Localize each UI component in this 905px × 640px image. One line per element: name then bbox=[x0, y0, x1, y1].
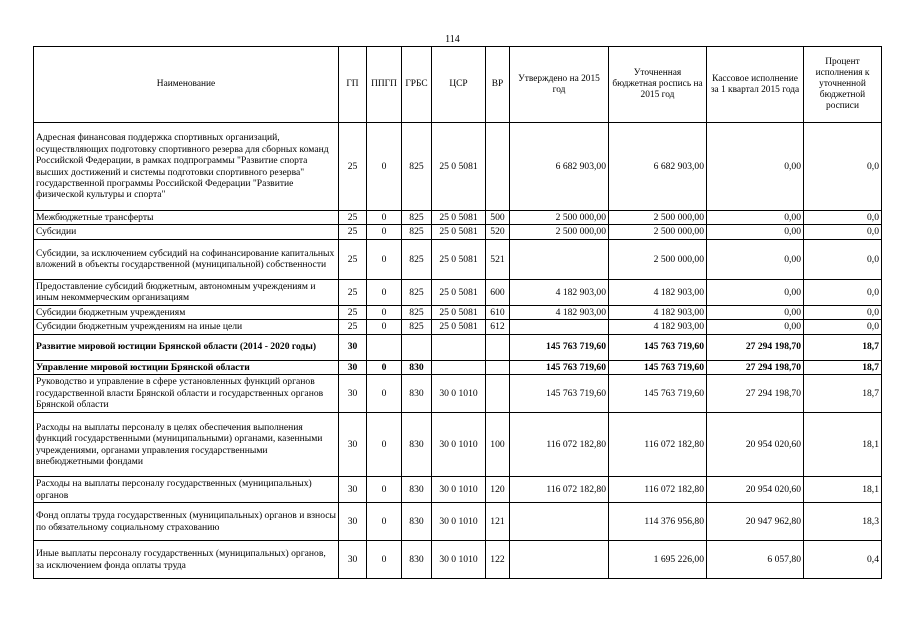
cell-refined: 145 763 719,60 bbox=[609, 375, 707, 413]
cell-ppgp: 0 bbox=[367, 239, 402, 279]
cell-vr: 520 bbox=[486, 225, 510, 239]
cell-refined: 145 763 719,60 bbox=[609, 334, 707, 360]
cell-percent: 18,7 bbox=[804, 360, 882, 374]
cell-name: Руководство и управление в сфере установленных функций органов государственной власти Брянской области и государственных органов Брянской области bbox=[34, 375, 339, 413]
cell-approved: 4 182 903,00 bbox=[510, 279, 609, 305]
header-csr: ЦСР bbox=[432, 47, 486, 123]
cell-gp: 25 bbox=[339, 320, 367, 334]
cell-ppgp: 0 bbox=[367, 305, 402, 319]
cell-csr: 30 0 1010 bbox=[432, 477, 486, 503]
cell-refined: 116 072 182,80 bbox=[609, 413, 707, 477]
cell-gp: 25 bbox=[339, 279, 367, 305]
cell-percent: 0,4 bbox=[804, 541, 882, 579]
cell-approved: 116 072 182,80 bbox=[510, 413, 609, 477]
cell-approved bbox=[510, 320, 609, 334]
cell-cash: 0,00 bbox=[707, 123, 804, 211]
cell-grbs: 830 bbox=[402, 541, 432, 579]
cell-approved bbox=[510, 541, 609, 579]
table-row bbox=[34, 225, 882, 239]
cell-name: Субсидии бюджетным учреждениям bbox=[34, 305, 339, 319]
cell-name: Развитие мировой юстиции Брянской области (2014 - 2020 годы) bbox=[34, 334, 339, 360]
cell-vr bbox=[486, 360, 510, 374]
table-row bbox=[34, 123, 882, 211]
cell-cash: 0,00 bbox=[707, 211, 804, 225]
cell-approved bbox=[510, 503, 609, 541]
cell-csr: 30 0 1010 bbox=[432, 541, 486, 579]
cell-cash: 20 947 962,80 bbox=[707, 503, 804, 541]
cell-name: Межбюджетные трансферты bbox=[34, 211, 339, 225]
cell-grbs: 830 bbox=[402, 503, 432, 541]
cell-cash: 6 057,80 bbox=[707, 541, 804, 579]
header-ppgp: ППГП bbox=[367, 47, 402, 123]
cell-ppgp: 0 bbox=[367, 123, 402, 211]
cell-name: Расходы на выплаты персоналу в целях обеспечения выполнения функций государственными (муниципальными) органами, казенными учреждениями, органами управления государственными внебюджетными фондами bbox=[34, 413, 339, 477]
cell-percent: 18,3 bbox=[804, 503, 882, 541]
cell-percent: 0,0 bbox=[804, 320, 882, 334]
cell-csr bbox=[432, 334, 486, 360]
cell-grbs bbox=[402, 334, 432, 360]
cell-percent: 18,1 bbox=[804, 413, 882, 477]
cell-cash: 0,00 bbox=[707, 305, 804, 319]
cell-percent: 0,0 bbox=[804, 305, 882, 319]
cell-vr bbox=[486, 375, 510, 413]
page-number: 114 bbox=[445, 34, 460, 45]
table-row bbox=[34, 360, 882, 374]
table-row bbox=[34, 320, 882, 334]
cell-csr: 25 0 5081 bbox=[432, 211, 486, 225]
cell-gp: 25 bbox=[339, 239, 367, 279]
header-name: Наименование bbox=[34, 47, 339, 123]
cell-ppgp: 0 bbox=[367, 360, 402, 374]
header-grbs: ГРБС bbox=[402, 47, 432, 123]
cell-approved: 145 763 719,60 bbox=[510, 334, 609, 360]
cell-vr: 100 bbox=[486, 413, 510, 477]
cell-gp: 30 bbox=[339, 334, 367, 360]
table-row bbox=[34, 239, 882, 279]
table-row bbox=[34, 413, 882, 477]
cell-approved: 145 763 719,60 bbox=[510, 360, 609, 374]
table-row bbox=[34, 305, 882, 319]
cell-grbs: 825 bbox=[402, 123, 432, 211]
cell-approved: 2 500 000,00 bbox=[510, 211, 609, 225]
header-approved: Утверждено на 2015 год bbox=[510, 47, 609, 123]
cell-grbs: 830 bbox=[402, 413, 432, 477]
cell-gp: 25 bbox=[339, 211, 367, 225]
table-row bbox=[34, 279, 882, 305]
cell-vr: 500 bbox=[486, 211, 510, 225]
cell-grbs: 825 bbox=[402, 239, 432, 279]
cell-grbs: 825 bbox=[402, 225, 432, 239]
header-vr: ВР bbox=[486, 47, 510, 123]
cell-gp: 30 bbox=[339, 360, 367, 374]
cell-name: Фонд оплаты труда государственных (муниципальных) органов и взносы по обязательному социальному страхованию bbox=[34, 503, 339, 541]
cell-csr: 25 0 5081 bbox=[432, 225, 486, 239]
cell-grbs: 830 bbox=[402, 360, 432, 374]
cell-csr bbox=[432, 360, 486, 374]
table-row bbox=[34, 211, 882, 225]
cell-name: Адресная финансовая поддержка спортивных организаций, осуществляющих подготовку спортивного резерва для сборных команд Российской Федерации, в рамках подпрограммы "Развитие спорта высших достижений и системы подготовки спортивного резерва" государственной программы Российской Федерации "Развитие физической культуры и спорта" bbox=[34, 123, 339, 211]
cell-vr bbox=[486, 334, 510, 360]
cell-name: Субсидии, за исключением субсидий на софинансирование капитальных вложений в объекты государственной (муниципальной) собственности bbox=[34, 239, 339, 279]
cell-name: Субсидии бюджетным учреждениям на иные цели bbox=[34, 320, 339, 334]
cell-vr: 600 bbox=[486, 279, 510, 305]
cell-ppgp: 0 bbox=[367, 413, 402, 477]
cell-refined: 114 376 956,80 bbox=[609, 503, 707, 541]
cell-grbs: 825 bbox=[402, 320, 432, 334]
cell-cash: 0,00 bbox=[707, 320, 804, 334]
cell-ppgp: 0 bbox=[367, 477, 402, 503]
cell-csr: 25 0 5081 bbox=[432, 320, 486, 334]
cell-csr: 30 0 1010 bbox=[432, 375, 486, 413]
table-row bbox=[34, 334, 882, 360]
cell-percent: 18,1 bbox=[804, 477, 882, 503]
cell-grbs: 830 bbox=[402, 477, 432, 503]
header-row bbox=[34, 47, 882, 123]
cell-gp: 30 bbox=[339, 541, 367, 579]
cell-refined: 116 072 182,80 bbox=[609, 477, 707, 503]
cell-refined: 6 682 903,00 bbox=[609, 123, 707, 211]
cell-csr: 25 0 5081 bbox=[432, 305, 486, 319]
budget-table bbox=[33, 46, 882, 579]
cell-vr: 122 bbox=[486, 541, 510, 579]
cell-gp: 25 bbox=[339, 123, 367, 211]
cell-vr: 121 bbox=[486, 503, 510, 541]
header-gp: ГП bbox=[339, 47, 367, 123]
header-percent: Процент исполнения к уточненной бюджетной росписи bbox=[804, 47, 882, 123]
cell-cash: 20 954 020,60 bbox=[707, 477, 804, 503]
cell-percent: 0,0 bbox=[804, 279, 882, 305]
header-refined: Уточненная бюджетная роспись на 2015 год bbox=[609, 47, 707, 123]
cell-percent: 0,0 bbox=[804, 123, 882, 211]
cell-csr: 30 0 1010 bbox=[432, 503, 486, 541]
cell-ppgp: 0 bbox=[367, 375, 402, 413]
cell-name: Расходы на выплаты персоналу государственных (муниципальных) органов bbox=[34, 477, 339, 503]
cell-cash: 0,00 bbox=[707, 225, 804, 239]
cell-csr: 25 0 5081 bbox=[432, 279, 486, 305]
table-row bbox=[34, 477, 882, 503]
cell-refined: 4 182 903,00 bbox=[609, 305, 707, 319]
cell-refined: 4 182 903,00 bbox=[609, 279, 707, 305]
table-row bbox=[34, 375, 882, 413]
cell-csr: 25 0 5081 bbox=[432, 239, 486, 279]
cell-vr: 612 bbox=[486, 320, 510, 334]
cell-ppgp: 0 bbox=[367, 541, 402, 579]
table-body bbox=[34, 123, 882, 579]
table-row bbox=[34, 503, 882, 541]
cell-approved: 2 500 000,00 bbox=[510, 225, 609, 239]
cell-approved: 4 182 903,00 bbox=[510, 305, 609, 319]
cell-refined: 2 500 000,00 bbox=[609, 225, 707, 239]
cell-approved bbox=[510, 239, 609, 279]
cell-csr: 25 0 5081 bbox=[432, 123, 486, 211]
cell-ppgp: 0 bbox=[367, 503, 402, 541]
cell-refined: 2 500 000,00 bbox=[609, 239, 707, 279]
cell-name: Иные выплаты персоналу государственных (муниципальных) органов, за исключением фонда оплаты труда bbox=[34, 541, 339, 579]
cell-percent: 18,7 bbox=[804, 375, 882, 413]
cell-percent: 18,7 bbox=[804, 334, 882, 360]
cell-gp: 30 bbox=[339, 413, 367, 477]
cell-name: Предоставление субсидий бюджетным, автономным учреждениям и иным некоммерческим организациям bbox=[34, 279, 339, 305]
cell-refined: 145 763 719,60 bbox=[609, 360, 707, 374]
cell-approved: 116 072 182,80 bbox=[510, 477, 609, 503]
cell-vr: 521 bbox=[486, 239, 510, 279]
header-cash: Кассовое исполнение за 1 квартал 2015 года bbox=[707, 47, 804, 123]
cell-csr: 30 0 1010 bbox=[432, 413, 486, 477]
cell-name: Субсидии bbox=[34, 225, 339, 239]
cell-grbs: 825 bbox=[402, 279, 432, 305]
cell-approved: 6 682 903,00 bbox=[510, 123, 609, 211]
cell-percent: 0,0 bbox=[804, 225, 882, 239]
cell-refined: 4 182 903,00 bbox=[609, 320, 707, 334]
cell-approved: 145 763 719,60 bbox=[510, 375, 609, 413]
cell-refined: 1 695 226,00 bbox=[609, 541, 707, 579]
cell-vr: 610 bbox=[486, 305, 510, 319]
cell-grbs: 825 bbox=[402, 211, 432, 225]
cell-ppgp: 0 bbox=[367, 225, 402, 239]
cell-gp: 30 bbox=[339, 375, 367, 413]
cell-refined: 2 500 000,00 bbox=[609, 211, 707, 225]
cell-percent: 0,0 bbox=[804, 239, 882, 279]
cell-ppgp: 0 bbox=[367, 320, 402, 334]
table-row bbox=[34, 541, 882, 579]
cell-percent: 0,0 bbox=[804, 211, 882, 225]
cell-vr bbox=[486, 123, 510, 211]
cell-vr: 120 bbox=[486, 477, 510, 503]
cell-ppgp bbox=[367, 334, 402, 360]
cell-cash: 0,00 bbox=[707, 279, 804, 305]
cell-cash: 0,00 bbox=[707, 239, 804, 279]
cell-cash: 27 294 198,70 bbox=[707, 360, 804, 374]
cell-cash: 27 294 198,70 bbox=[707, 334, 804, 360]
cell-gp: 30 bbox=[339, 503, 367, 541]
cell-ppgp: 0 bbox=[367, 211, 402, 225]
cell-gp: 25 bbox=[339, 305, 367, 319]
cell-grbs: 830 bbox=[402, 375, 432, 413]
cell-grbs: 825 bbox=[402, 305, 432, 319]
cell-ppgp: 0 bbox=[367, 279, 402, 305]
cell-gp: 25 bbox=[339, 225, 367, 239]
cell-gp: 30 bbox=[339, 477, 367, 503]
cell-cash: 20 954 020,60 bbox=[707, 413, 804, 477]
cell-cash: 27 294 198,70 bbox=[707, 375, 804, 413]
cell-name: Управление мировой юстиции Брянской области bbox=[34, 360, 339, 374]
